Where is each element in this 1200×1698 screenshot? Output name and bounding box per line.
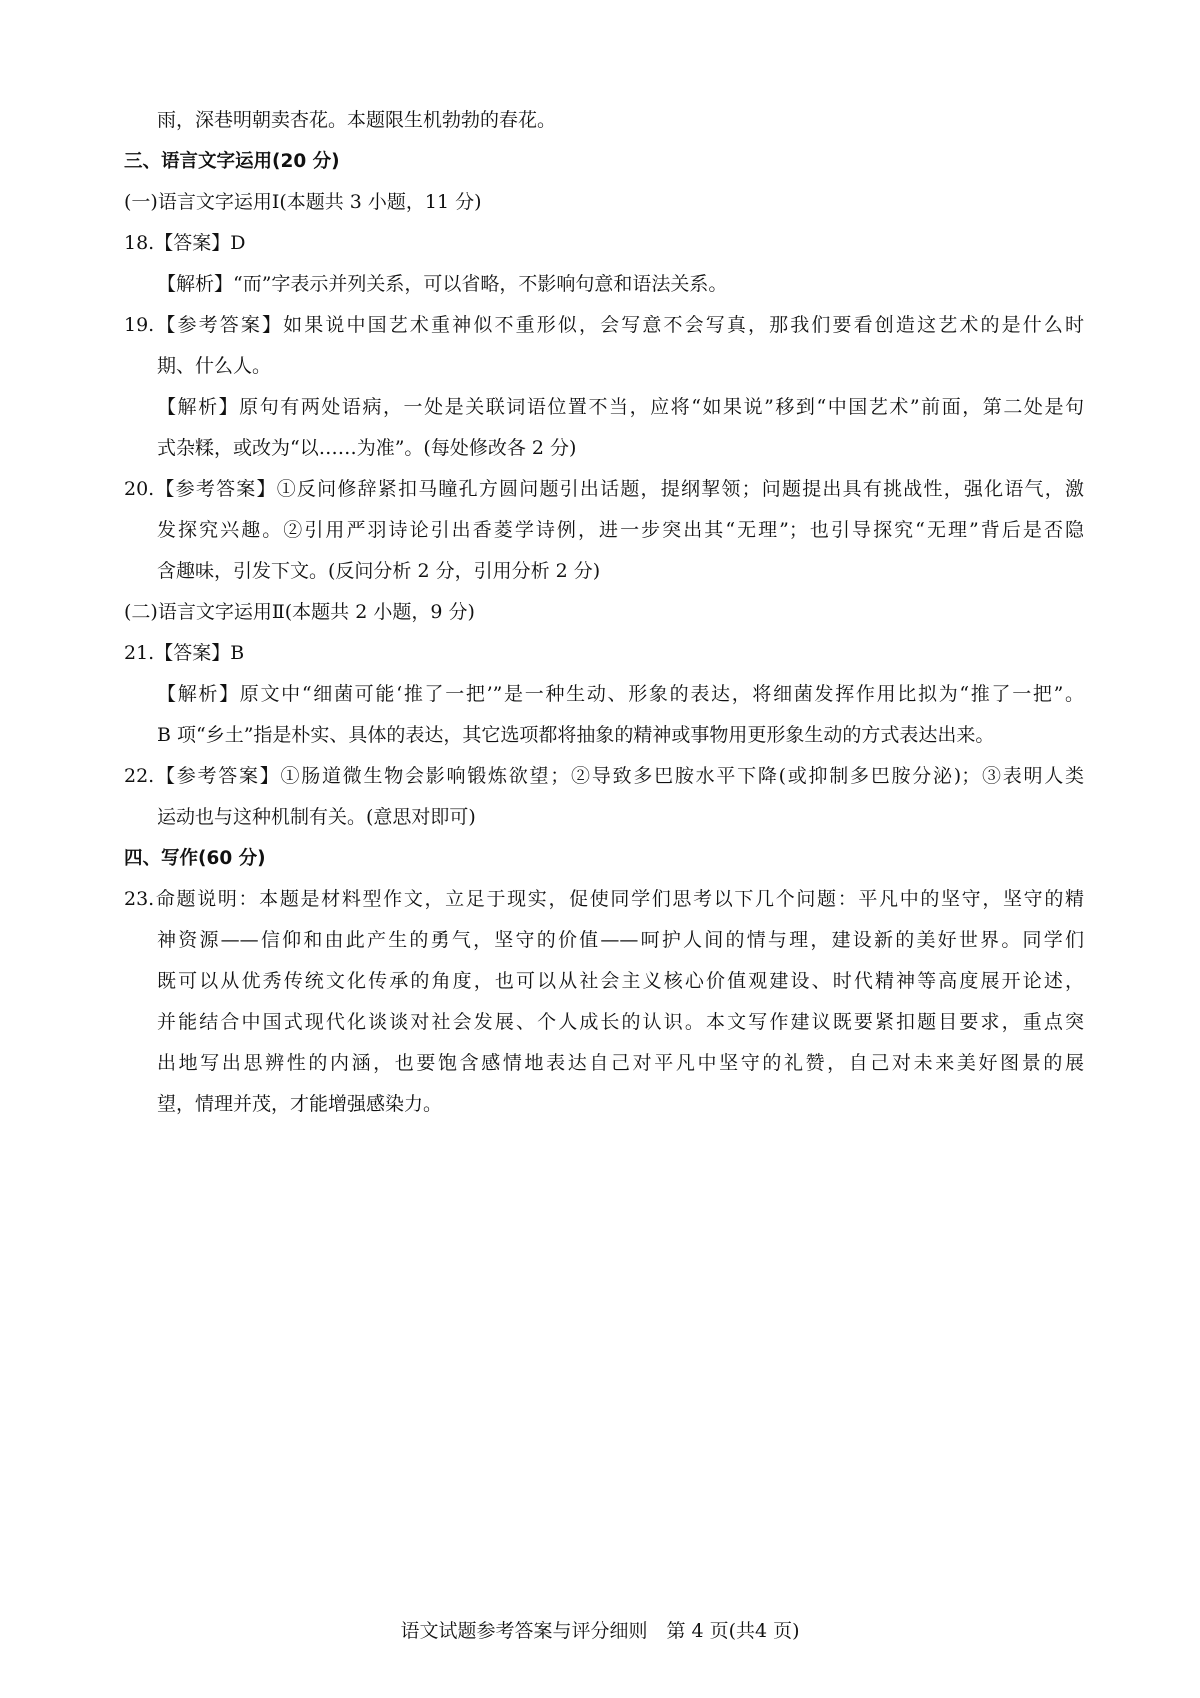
q19-answer-line-1: 19.【参考答案】如果说中国艺术重神似不重形似，会写意不会写真，那我们要看创造这艺术的是什么时 [124,314,1084,336]
q20-answer-line-3: 含趣味，引发下文。(反问分析 2 分，引用分析 2 分) [157,560,601,582]
q22-answer-line-2: 运动也与这种机制有关。(意思对即可) [157,806,476,828]
q19-analysis-line-1: 【解析】原句有两处语病，一处是关联词语位置不当，应将“如果说”移到“中国艺术”前面，第二处是句 [157,396,1084,418]
page-footer: 语文试题参考答案与评分细则 第 4 页(共4 页) [400,1620,800,1642]
q23-line-2: 神资源——信仰和由此产生的勇气，坚守的价值——呵护人间的情与理，建设新的美好世界。同学们 [157,929,1084,951]
q19-analysis-line-2: 式杂糅，或改为“以……为准”。(每处修改各 2 分) [157,437,577,459]
q20-answer-line-1: 20.【参考答案】①反问修辞紧扣马瞳孔方圆问题引出话题，提纲挈领；问题提出具有挑战性，强化语气，激 [124,478,1084,500]
q19-answer-line-2: 期、什么人。 [157,355,272,377]
subsection-heading-1: (一)语言文字运用Ⅰ(本题共 3 小题，11 分) [124,191,482,213]
document-body [124,100,1084,1125]
q23-line-1: 23.命题说明：本题是材料型作文，立足于现实，促使同学们思考以下几个问题：平凡中的坚守，坚守的精 [124,888,1084,910]
q23-line-4: 并能结合中国式现代化谈谈对社会发展、个人成长的认识。本文写作建议既要紧扣题目要求，重点突 [157,1011,1084,1033]
subsection-heading-2: (二)语言文字运用Ⅱ(本题共 2 小题，9 分) [124,601,475,623]
section-heading-language-use: 三、语言文字运用(20 分) [124,151,340,172]
q23-line-3: 既可以从优秀传统文化传承的角度，也可以从社会主义核心价值观建设、时代精神等高度展开论述， [157,970,1084,992]
q21-answer: 21.【答案】B [124,642,245,664]
q21-analysis-line-2: B 项“乡土”指是朴实、具体的表达，其它选项都将抽象的精神或事物用更形象生动的方式表达出来。 [157,724,995,746]
q18-analysis: 【解析】“而”字表示并列关系，可以省略，不影响句意和语法关系。 [157,273,728,295]
q20-answer-line-2: 发探究兴趣。②引用严羽诗论引出香菱学诗例，进一步突出其“无理”；也引导探究“无理”背后是否隐 [157,519,1084,541]
q23-line-6: 望，情理并茂，才能增强感染力。 [157,1093,443,1115]
q18-answer: 18.【答案】D [124,232,246,254]
q21-analysis-line-1: 【解析】原文中“细菌可能‘推了一把’”是一种生动、形象的表达，将细菌发挥作用比拟为“推了一把”。 [157,683,1084,705]
text-line-continuation: 雨，深巷明朝卖杏花。本题限生机勃勃的春花。 [157,109,557,131]
q23-line-5: 出地写出思辨性的内涵，也要饱含感情地表达自己对平凡中坚守的礼赞，自己对未来美好图景的展 [157,1052,1084,1074]
q22-answer-line-1: 22.【参考答案】①肠道微生物会影响锻炼欲望；②导致多巴胺水平下降(或抑制多巴胺分泌)；③表明人类 [124,765,1084,787]
section-heading-writing: 四、写作(60 分) [124,848,266,869]
